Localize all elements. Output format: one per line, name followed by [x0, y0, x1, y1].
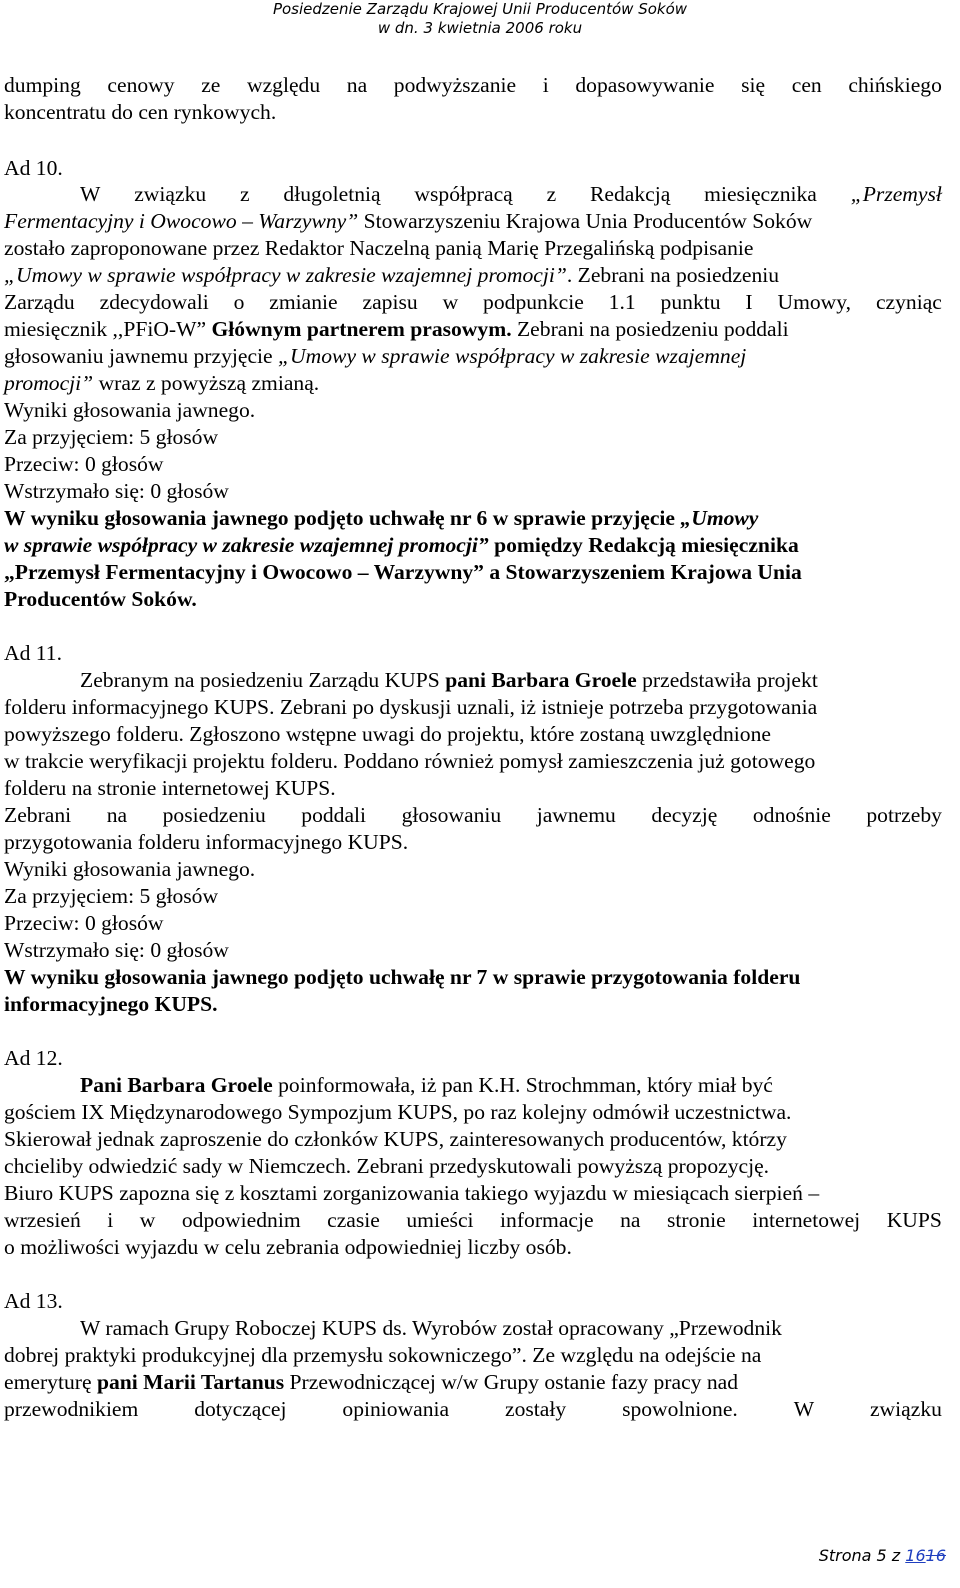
word: i: [107, 1208, 114, 1232]
word: KUPS: [886, 1208, 942, 1232]
word: Zebrani: [4, 803, 72, 827]
word: zmianie: [269, 290, 338, 314]
word: na: [620, 1208, 641, 1232]
word: dumping: [4, 73, 81, 97]
resolution-line: [4, 506, 942, 530]
resolution-line: „Przemysł Fermentacyjny i Owocowo – Warzywny” a Stowarzyszeniem Krajowa Unia: [4, 560, 802, 584]
word: cenowy: [107, 73, 175, 97]
word: 1.1: [608, 290, 636, 314]
text-line: [4, 317, 942, 341]
word: W: [80, 182, 101, 206]
word: wrzesień: [4, 1208, 81, 1232]
bold-run: pani Barbara Groele: [445, 668, 637, 692]
text-line: Skierował jednak zaproszenie do członków KUPS, zainteresowanych producentów, którzy: [4, 1127, 787, 1151]
word: w: [139, 1208, 156, 1232]
vote-abstain: Wstrzymało się: 0 głosów: [4, 938, 229, 962]
bold-run: pani Marii Tartanus: [96, 1370, 285, 1394]
word: opiniowania: [342, 1397, 450, 1421]
word: długoletnią: [283, 182, 381, 206]
vote-for: Za przyjęciem: 5 głosów: [4, 884, 219, 908]
page-number-footer: [819, 1546, 946, 1565]
vote-against: Przeciw: 0 głosów: [4, 911, 164, 935]
word: czasie: [327, 1208, 380, 1232]
word: zapisu: [362, 290, 418, 314]
bold-run: Pani Barbara Groele: [80, 1073, 273, 1097]
word: dopasowywanie: [575, 73, 715, 97]
text-run: poinformowała, iż pan K.H. Strochmman, który miał być: [272, 1073, 773, 1097]
section-heading-ad10: Ad 10.: [4, 156, 63, 180]
word: poddali: [301, 803, 367, 827]
page-total-old: 16: [925, 1546, 946, 1565]
text-line: [4, 73, 942, 97]
text-line: [4, 1397, 942, 1421]
text-line: Biuro KUPS zapozna się z kosztami zorganizowania takiego wyjazdu w miesiącach sierpień –: [4, 1181, 820, 1205]
word: chińskiego: [848, 73, 942, 97]
word: „Przemysł: [850, 182, 942, 206]
text-line: [4, 371, 942, 395]
text-line: [80, 668, 942, 692]
text-line: [80, 182, 942, 206]
word: na: [106, 803, 128, 827]
word: z: [240, 182, 250, 206]
word: punktu: [660, 290, 721, 314]
page-header-date: w dn. 3 kwietnia 2006 roku: [377, 19, 583, 37]
word: jawnemu: [536, 803, 616, 827]
text-line: gościem IX Międzynarodowego Sympozjum KUPS, po raz kolejny odmówił uczestnictwa.: [4, 1100, 792, 1124]
word: i: [542, 73, 549, 97]
text-line: [4, 803, 942, 827]
section-heading-ad11: Ad 11.: [4, 641, 62, 665]
word: związku: [134, 182, 207, 206]
word: zdecydowali: [99, 290, 209, 314]
word: spowolnione.: [622, 1397, 738, 1421]
bold-italic-run: w sprawie współpracy w zakresie wzajemnej promocji”: [4, 533, 489, 557]
text-line: W ramach Grupy Roboczej KUPS ds. Wyrobów został opracowany „Przewodnik: [80, 1316, 782, 1340]
italic-run: Fermentacyjny i Owocowo – Warzywny”: [4, 209, 359, 233]
text-line: przygotowania folderu informacyjnego KUPS.: [4, 830, 409, 854]
text-run: Stowarzyszeniu Krajowa Unia Producentów Soków: [358, 209, 813, 233]
word: z: [546, 182, 557, 206]
word: związku: [869, 1397, 942, 1421]
word: stronie: [666, 1208, 726, 1232]
word: o: [233, 290, 245, 314]
text-run: przedstawiła projekt: [636, 668, 818, 692]
word: potrzeby: [866, 803, 942, 827]
text-run: . Zebrani na posiedzeniu: [566, 263, 780, 287]
resolution-line: Producentów Soków.: [4, 587, 197, 611]
text-line: [4, 1370, 942, 1394]
text-run: wraz z powyższą zmianą.: [93, 371, 320, 395]
word: informacje: [500, 1208, 594, 1232]
word: umieści: [406, 1208, 474, 1232]
word: decyzję: [651, 803, 718, 827]
text-run: głosowaniu jawnemu przyjęcie: [4, 344, 279, 368]
text-run: miesięcznik ,,PFiO-W”: [4, 317, 212, 341]
text-run: emeryturę: [4, 1370, 97, 1394]
word: cen: [791, 73, 822, 97]
text-line: powyższego folderu. Zgłoszono wstępne uwagi do projektu, które zostaną uwzględnione: [4, 722, 771, 746]
word: się: [741, 73, 766, 97]
text-line: folderu na stronie internetowej KUPS.: [4, 776, 336, 800]
italic-run: „Umowy w sprawie współpracy w zakresie wzajemnej promocji”: [4, 263, 567, 287]
text-run: Zebrani na posiedzeniu poddali: [511, 317, 789, 341]
word: w: [442, 290, 459, 314]
word: dotyczącej: [194, 1397, 287, 1421]
word: W: [793, 1397, 815, 1421]
word: przewodnikiem: [4, 1397, 139, 1421]
word: zostały: [505, 1397, 567, 1421]
bold-run: Głównym partnerem prasowym.: [211, 317, 512, 341]
text-line: zostało zaproponowane przez Redaktor Naczelną panią Marię Przegalińską podpisanie: [4, 236, 754, 260]
resolution-line: W wyniku głosowania jawnego podjęto uchwałę nr 7 w sprawie przygotowania folderu: [4, 965, 801, 989]
text-line: folderu informacyjnego KUPS. Zebrani po dyskusji uznali, iż istnieje potrzeba przygotowania: [4, 695, 818, 719]
word: odpowiednim: [181, 1208, 301, 1232]
word: Redakcją: [590, 182, 671, 206]
bold-run: W wyniku głosowania jawnego podjęto uchwałę nr 6 w sprawie przyjęcie: [4, 506, 681, 530]
section-heading-ad12: Ad 12.: [4, 1046, 63, 1070]
italic-run: „Umowy w sprawie współpracy w zakresie wzajemnej: [278, 344, 747, 368]
text-line: [4, 1208, 942, 1232]
word: podpunkcie: [483, 290, 584, 314]
word: czyniąc: [875, 290, 942, 314]
word: I: [745, 290, 753, 314]
word: względu: [246, 73, 321, 97]
page-header-title: Posiedzenie Zarządu Krajowej Unii Producentów Soków: [272, 0, 688, 18]
text-line: chcieliby odwiedzić sady w Niemczech. Zebrani przedyskutowali powyższą propozycję.: [4, 1154, 770, 1178]
word: odnośnie: [752, 803, 831, 827]
vote-for: Za przyjęciem: 5 głosów: [4, 425, 219, 449]
text-line: dobrej praktyki produkcyjnej dla przemysłu sokowniczego”. Ze względu na odejście na: [4, 1343, 762, 1367]
page-number-prefix: Strona 5 z: [818, 1546, 906, 1565]
word: internetowej: [752, 1208, 861, 1232]
vote-results-label: Wyniki głosowania jawnego.: [4, 857, 256, 881]
vote-results-label: Wyniki głosowania jawnego.: [4, 398, 256, 422]
text-line: [4, 263, 942, 287]
bold-run: pomiędzy Redakcją miesięcznika: [488, 533, 799, 557]
word: Zarządu: [4, 290, 75, 314]
text-line: [4, 290, 942, 314]
vote-against: Przeciw: 0 głosów: [4, 452, 164, 476]
resolution-line: informacyjnego KUPS.: [4, 992, 218, 1016]
text-line: o możliwości wyjazdu w celu zebrania odpowiedniej liczby osób.: [4, 1235, 572, 1259]
section-heading-ad13: Ad 13.: [4, 1289, 63, 1313]
text-line: [4, 209, 942, 233]
word: na: [346, 73, 368, 97]
word: podwyższanie: [393, 73, 517, 97]
page-total-new: 16: [905, 1546, 926, 1565]
bold-italic-run: „Umowy: [680, 506, 759, 530]
word: miesięcznika: [704, 182, 817, 206]
word: współpracą: [414, 182, 513, 206]
text-run: Przewodniczącej w/w Grupy ostanie fazy pracy nad: [284, 1370, 739, 1394]
text-line: [4, 344, 942, 368]
word: Umowy,: [777, 290, 852, 314]
word: posiedzeniu: [162, 803, 266, 827]
vote-abstain: Wstrzymało się: 0 głosów: [4, 479, 229, 503]
text-run: Zebranym na posiedzeniu Zarządu KUPS: [80, 668, 446, 692]
italic-run: promocji”: [4, 371, 94, 395]
text-line: koncentratu do cen rynkowych.: [4, 100, 277, 124]
word: ze: [201, 73, 221, 97]
text-line: [80, 1073, 942, 1097]
resolution-line: [4, 533, 942, 557]
text-line: w trakcie weryfikacji projektu folderu. Poddano również pomysł zamieszczenia już gotowego: [4, 749, 816, 773]
word: głosowaniu: [401, 803, 502, 827]
